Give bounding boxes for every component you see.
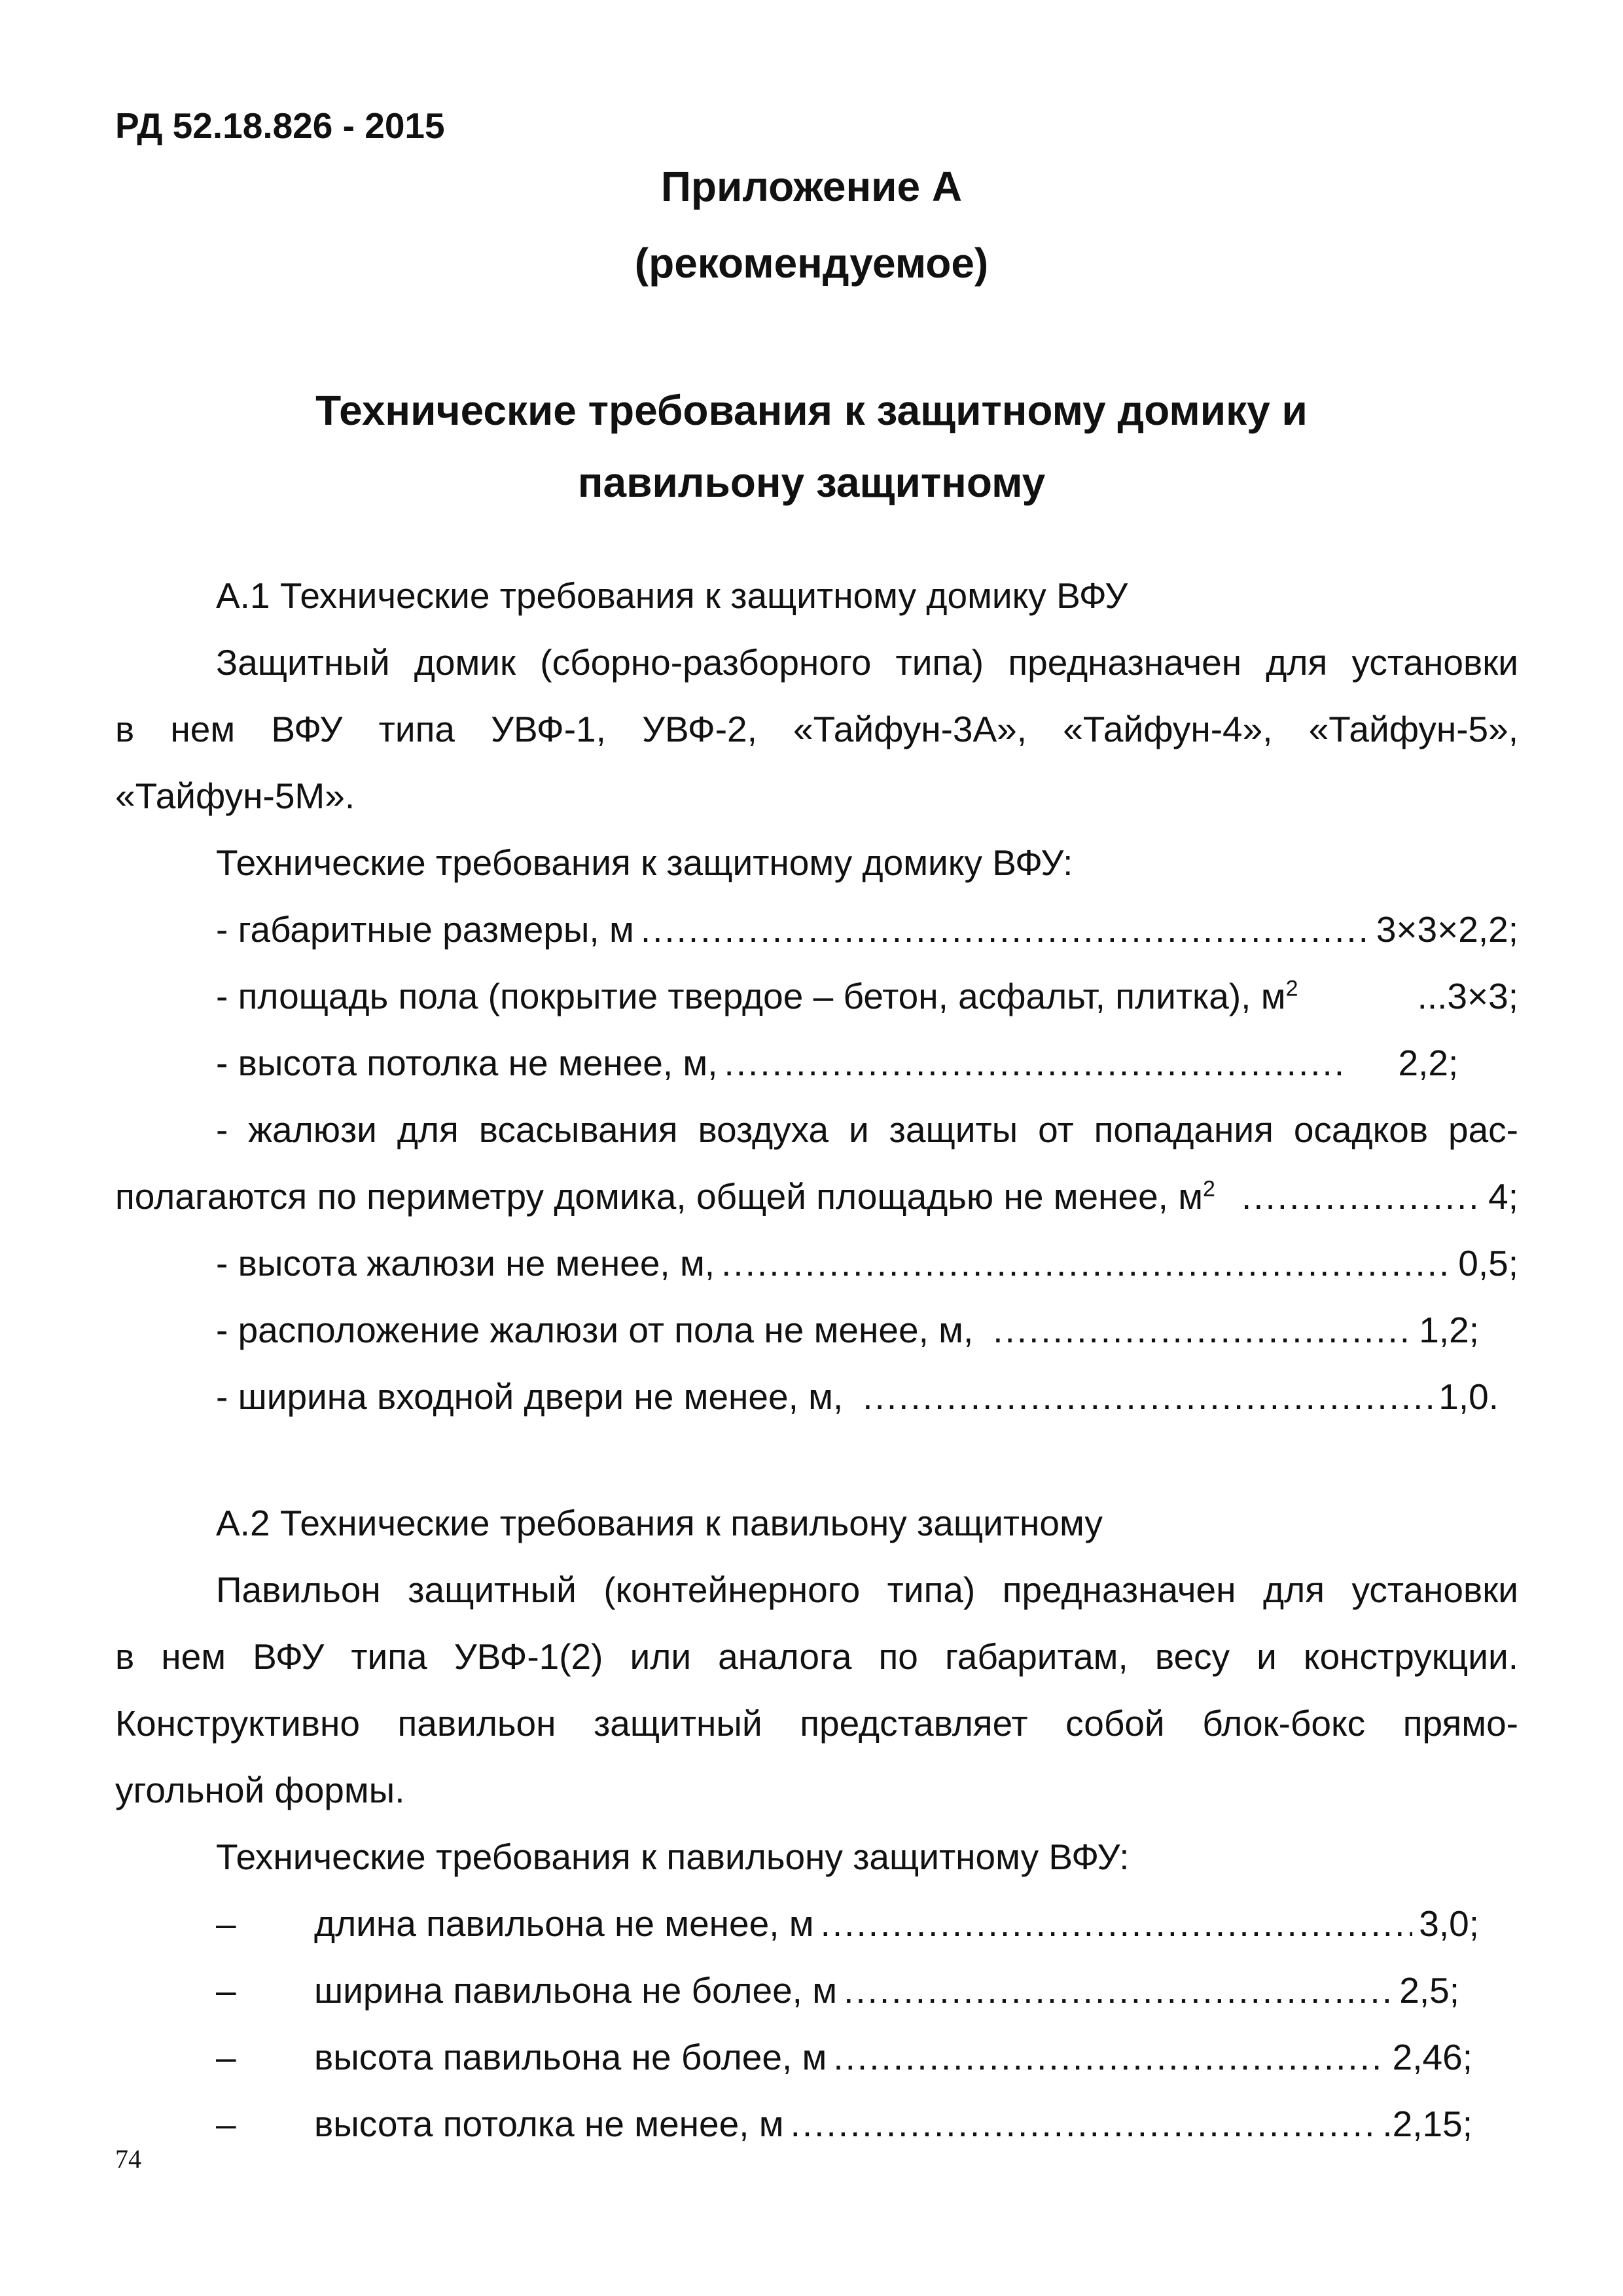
spec-label: - высота потолка не менее, м, [216, 1043, 718, 1083]
main-title-line-2: павильону защитному [577, 459, 1046, 506]
appendix-title: Приложение А [660, 163, 963, 210]
superscript: 2 [1203, 1176, 1215, 1202]
spec-value: 1,2; [1419, 1310, 1479, 1350]
leader-dots [863, 1376, 1432, 1418]
spec-label: полагаются по периметру домика, общей площадью не менее, $м^2$ [115, 1176, 1215, 1217]
spec-label: - площадь пола (покрытие твердое – бетон, асфальт, плитка), $м^2$ [216, 976, 1298, 1016]
appendix-subtitle: (рекомендуемое) [634, 240, 989, 287]
section-a1-list-intro: Технические требования к защитному домику ВФУ: [216, 842, 1073, 883]
spec-value: 0,5; [1458, 1243, 1518, 1283]
dash-bullet: – [216, 1970, 236, 2011]
spec-label: - высота жалюзи не менее, м, [216, 1243, 715, 1283]
superscript: 2 [1285, 976, 1298, 1001]
spec-item [216, 1309, 1479, 1351]
spec-item [216, 1242, 1518, 1284]
list-item [216, 2103, 1472, 2145]
spec-label: - ширина входной двери не менее, м, [216, 1376, 844, 1417]
dash-bullet: – [216, 2037, 236, 2077]
item-label: высота павильона не более, м [314, 2037, 827, 2077]
item-label: ширина павильона не более, м [314, 1970, 838, 2011]
leader-dots [993, 1309, 1412, 1351]
spec-item [216, 908, 1518, 950]
section-a1-paragraph-line-2: в нем ВФУ типа УВФ-1, УВФ-2, «Тайфун-3А», «Тайфун-4», «Тайфун-5», [115, 709, 1518, 749]
dash-bullet: – [216, 2104, 236, 2144]
section-a2-paragraph-line-4: угольной формы. [115, 1770, 405, 1810]
leader-dots [724, 1042, 1346, 1084]
section-a1-paragraph-line-3: «Тайфун-5М». [115, 776, 355, 816]
spec-value: ...3×3; [1417, 976, 1518, 1016]
spec-value: 4; [1488, 1176, 1518, 1217]
spec-label: - расположение жалюзи от пола не менее, м, [216, 1310, 974, 1350]
list-item [216, 1903, 1479, 1945]
leader-dots [1241, 1175, 1482, 1217]
item-value: 2,46; [1392, 2037, 1472, 2077]
dash-bullet: – [216, 1903, 236, 1944]
list-item [216, 2036, 1472, 2078]
item-label: длина павильона не менее, м [314, 1903, 814, 1944]
section-a2-paragraph-line-1: Павильон защитный (контейнерного типа) предназначен для установки [216, 1570, 1518, 1610]
spec-value: 2,2; [1398, 1043, 1459, 1083]
leader-dots [844, 1969, 1393, 2011]
leader-dots [641, 908, 1370, 950]
section-a2-paragraph-line-3: Конструктивно павильон защитный представляет собой блок-бокс прямо- [115, 1703, 1518, 1744]
section-a2-paragraph-line-2: в нем ВФУ типа УВФ-1(2) или аналога по габаритам, весу и конструкции. [115, 1636, 1518, 1677]
spec-value: 1,0. [1438, 1376, 1499, 1417]
leader-dots [821, 1903, 1413, 1945]
section-a1-paragraph-line-1: Защитный домик (сборно-разборного типа) предназначен для установки [216, 642, 1518, 683]
main-title-line-1: Технические требования к защитному домику и [315, 387, 1308, 434]
item-value: .2,15; [1382, 2104, 1472, 2144]
leader-dots [833, 2036, 1385, 2078]
item-value: 2,5; [1399, 1970, 1459, 2011]
page-number: 74 [115, 2144, 141, 2174]
leader-dots [721, 1242, 1452, 1284]
item-label: высота потолка не менее, м [314, 2104, 784, 2144]
spec-item [216, 975, 1518, 1017]
section-a1-heading: А.1 Технические требования к защитному домику ВФУ [216, 575, 1128, 616]
list-item [216, 1969, 1459, 2011]
spec-label: - габаритные размеры, м [216, 909, 634, 950]
section-a2-heading: А.2 Технические требования к павильону защитному [216, 1503, 1103, 1543]
section-a2-list-intro: Технические требования к павильону защитному ВФУ: [216, 1837, 1130, 1877]
item-value: 3,0; [1419, 1903, 1479, 1944]
spec-item-line-2 [115, 1175, 1518, 1217]
spec-item-line-1: - жалюзи для всасывания воздуха и защиты от попадания осадков рас- [216, 1109, 1518, 1150]
spec-value: 3×3×2,2; [1376, 909, 1518, 950]
spec-item [216, 1376, 1499, 1418]
leader-dots [791, 2103, 1376, 2145]
document-code: РД 52.18.826 - 2015 [115, 105, 445, 146]
spec-item [216, 1042, 1518, 1084]
